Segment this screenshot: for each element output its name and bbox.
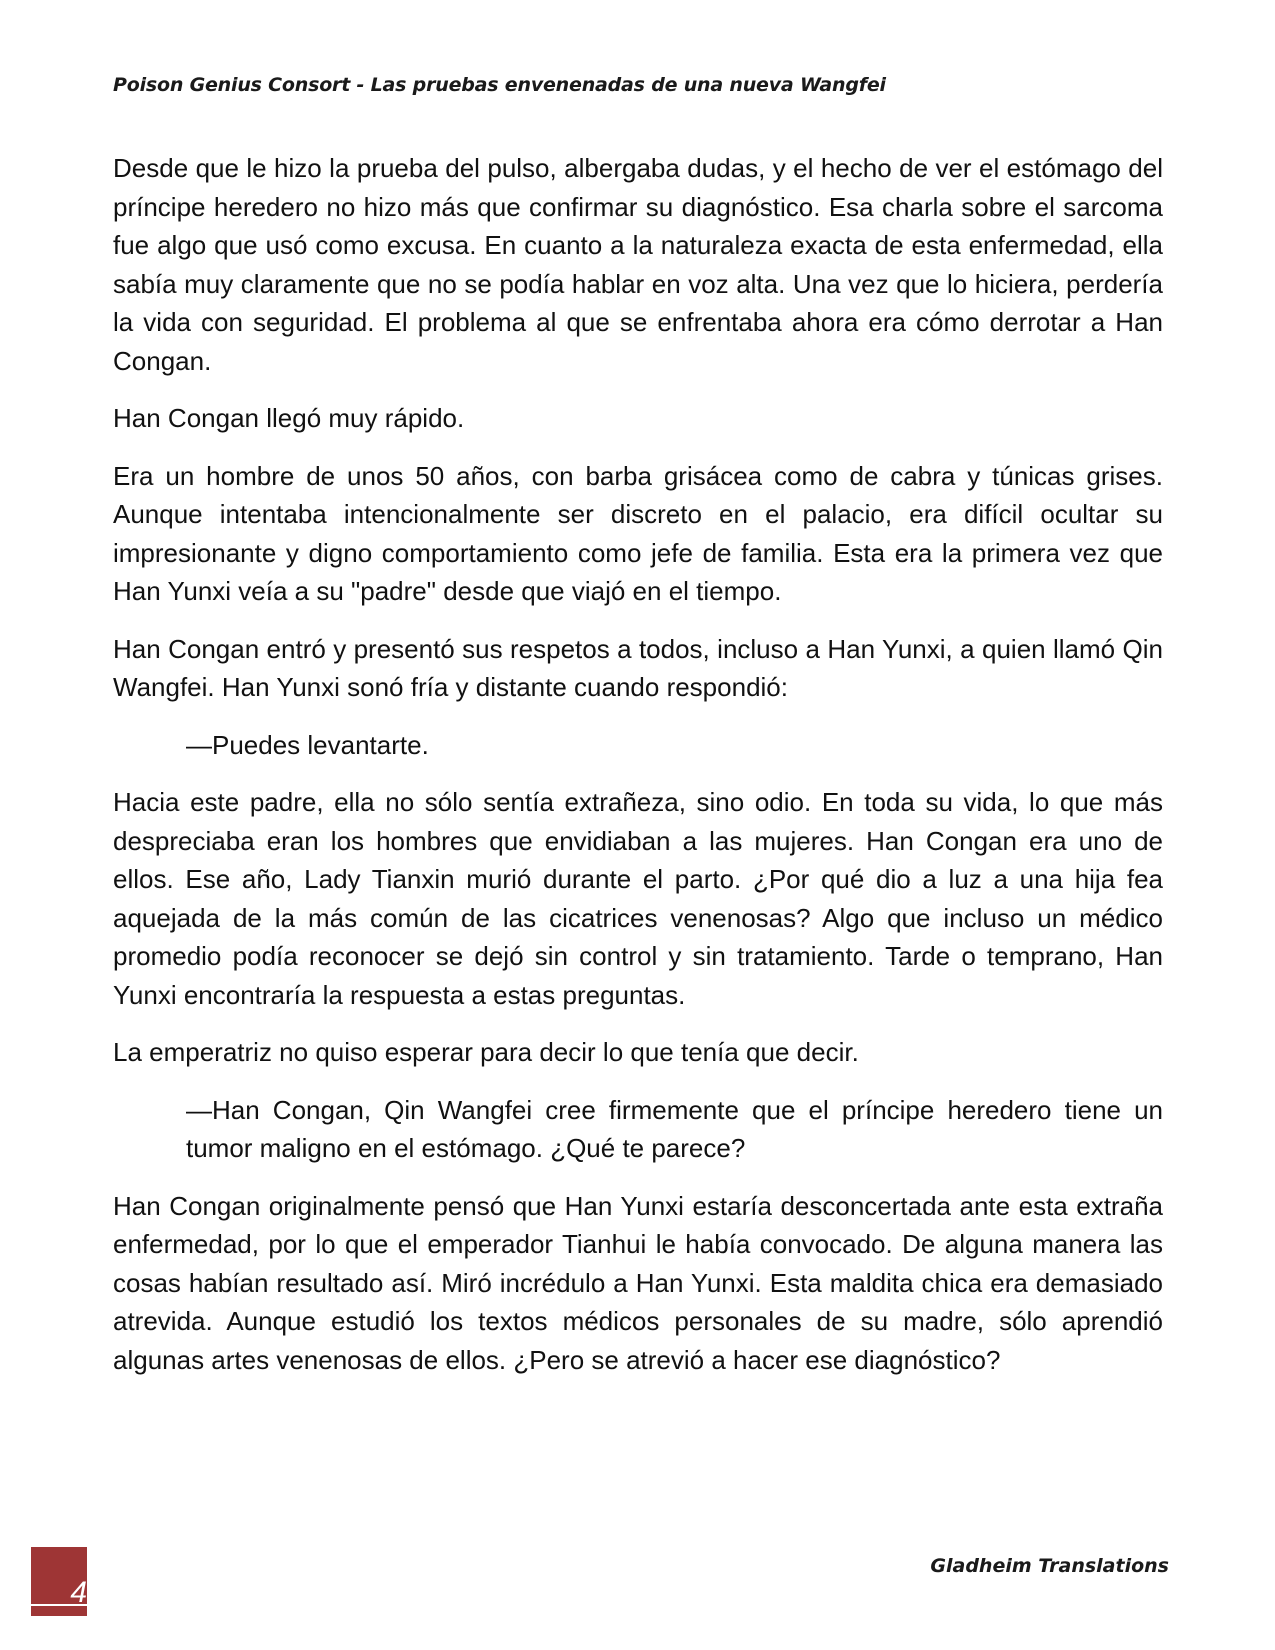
page-number-badge	[31, 1547, 87, 1616]
body-text	[113, 149, 1163, 1398]
paragraph: Han Congan originalmente pensó que Han Yunxi estaría desconcertada ante esta extraña enfermedad, por lo que el emperador Tianhui le había convocado. De alguna manera las cosas habían resultado así. Miró incrédulo a Han Yunxi. Esta maldita chica era demasiado atrevida. Aunque estudió los textos médicos personales de su madre, sólo aprendió algunas artes venenosas de ellos. ¿Pero se atrevió a hacer ese diagnóstico?	[113, 1190, 1163, 1375]
page-number: 4	[70, 1576, 87, 1609]
paragraph: Era un hombre de unos 50 años, con barba grisácea como de cabra y túnicas grises. Aunque intentaba intencionalmente ser discreto en el palacio, era difícil ocultar su impresionante y digno comportamiento como jefe de familia. Esta era la primera vez que Han Yunxi veía a su "padre" desde que viajó en el tiempo.	[113, 460, 1163, 606]
paragraph: Desde que le hizo la prueba del pulso, albergaba dudas, y el hecho de ver el estómago del príncipe heredero no hizo más que confirmar su diagnóstico. Esa charla sobre el sarcoma fue algo que usó como excusa. En cuanto a la naturaleza exacta de esta enfermedad, ella sabía muy claramente que no se podía hablar en voz alta. Una vez que lo hiciera, perdería la vida con seguridad. El problema al que se enfrentaba ahora era cómo derrotar a Han Congan.	[113, 153, 1163, 376]
paragraph: Hacia este padre, ella no sólo sentía extrañeza, sino odio. En toda su vida, lo que más despreciaba eran los hombres que envidiaban a las mujeres. Han Congan era uno de ellos. Ese año, Lady Tianxin murió durante el parto. ¿Por qué dio a luz a una hija fea aquejada de la más común de las cicatrices venenosas? Algo que incluso un médico promedio podía reconocer se dejó sin control y sin tratamiento. Tarde o temprano, Han Yunxi encontraría la respuesta a estas preguntas.	[113, 787, 1163, 1010]
paragraph: Han Congan llegó muy rápido.	[113, 403, 465, 433]
footer-credit: Gladheim Translations	[930, 1555, 1169, 1577]
paragraph: Han Congan entró y presentó sus respetos a todos, incluso a Han Yunxi, a quien llamó Qin Wangfei. Han Yunxi sonó fría y distante cuando respondió:	[113, 633, 1163, 702]
running-header-title: Poison Genius Consort - Las pruebas envenenadas de una nueva Wangfei	[113, 74, 886, 96]
paragraph: La emperatriz no quiso esperar para decir lo que tenía que decir.	[113, 1037, 859, 1067]
dialogue-line: —Puedes levantarte.	[186, 729, 429, 760]
dialogue-line: —Han Congan, Qin Wangfei cree firmemente que el príncipe heredero tiene un tumor maligno en el estómago. ¿Qué te parece?	[186, 1094, 1163, 1163]
